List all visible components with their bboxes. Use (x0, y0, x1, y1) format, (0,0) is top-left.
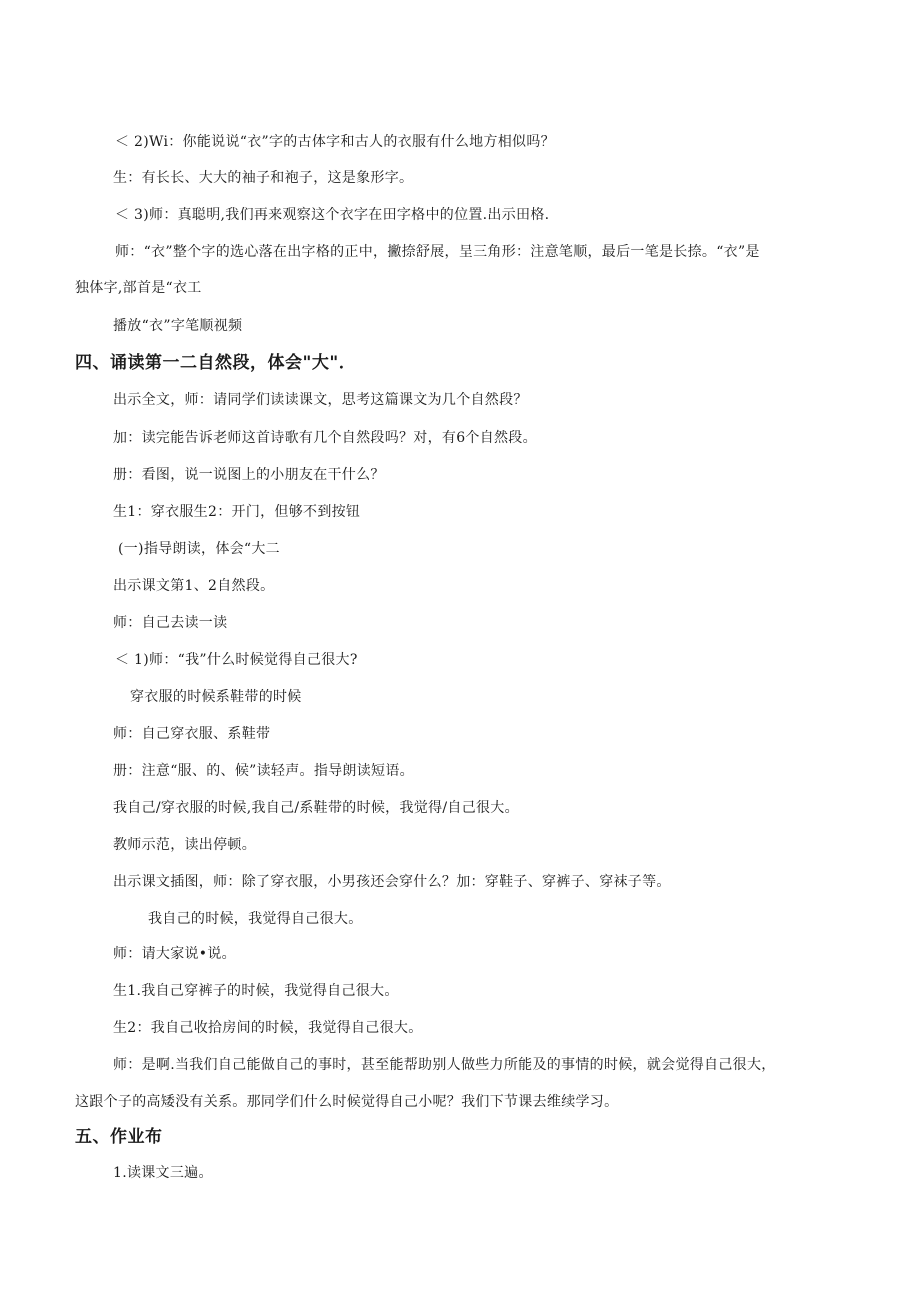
text-line: 出示全文，师：请同学们读读课文，思考这篇课文为几个自然段？ (113, 392, 528, 408)
section-heading: 四、诵读第一二自然段，体会"大"． (75, 353, 357, 373)
text-line: (一)指导朗读，体会“大二 (118, 541, 280, 557)
text-line: 册：看图，说一说图上的小朋友在干什么？ (113, 467, 385, 483)
text-line: 独体字,部首是“衣工 (75, 280, 202, 296)
text-line: ＜ 3)师：真聪明,我们再来观察这个衣字在田字格中的位置.出示田格. (115, 207, 550, 223)
text-line: 这跟个子的高矮没有关系。那同学们什么时候觉得自己小呢？我们下节课去维续学习。 (75, 1094, 619, 1110)
text-line: ＜ 1)师：“我”什么时候觉得自己很大? (115, 652, 358, 668)
text-line: 我自己/穿衣服的时候,我自己/系鞋带的时候，我觉得/自己很大。 (113, 800, 519, 816)
text-line: 师：请大家说•说。 (113, 946, 236, 962)
text-line: 生2：我自己收拾房间的时候，我觉得自己很大。 (113, 1020, 423, 1036)
text-line: 出示课文第1、2自然段。 (113, 578, 275, 594)
section-heading: 五、作业布 (75, 1127, 163, 1147)
text-line: 册：注意“服、的、候”读轻声。指导朗读短语。 (113, 763, 414, 779)
text-line: 师：自己去读一读 (113, 615, 228, 631)
text-line: 教师示范，读出停顿。 (113, 837, 256, 853)
text-line: 播放“衣”字笔顺视频 (113, 318, 243, 334)
text-line: 师：是啊.当我们自己能做自己的事时，甚至能帮助别人做些力所能及的事情的时候，就会觉得自己很大， (113, 1057, 776, 1073)
text-line: 穿衣服的时候系鞋带的时候 (130, 689, 302, 705)
text-line: 生1.我自己穿裤子的时候，我觉得自己很大。 (113, 983, 399, 999)
text-line: 师：自己穿衣服、系鞋带 (113, 726, 271, 742)
text-line: 生：有长长、大大的袖子和袍子，这是象形字。 (113, 170, 414, 186)
text-line: 加：读完能告诉老师这首诗歌有几个自然段吗？对，有6个自然段。 (113, 430, 537, 446)
text-line: 生1：穿衣服生2：开门，但够不到按钮 (113, 504, 361, 520)
text-line: 1.读课文三遍。 (113, 1165, 213, 1181)
text-line: 我自己的时候，我觉得自己很大。 (148, 911, 363, 927)
text-line: ＜ 2)Wi：你能说说“衣”字的古体字和古人的衣服有什么地方相似吗？ (115, 134, 555, 150)
text-line: 出示课文插图，师：除了穿衣服，小男孩还会穿什么？加：穿鞋子、穿裤子、穿袜子等。 (113, 874, 671, 890)
text-line: 师：“衣”整个字的选心落在出字格的正中，撇捺舒展，呈三角形：注意笔顺，最后一笔是长捺。“衣”是 (115, 244, 760, 260)
